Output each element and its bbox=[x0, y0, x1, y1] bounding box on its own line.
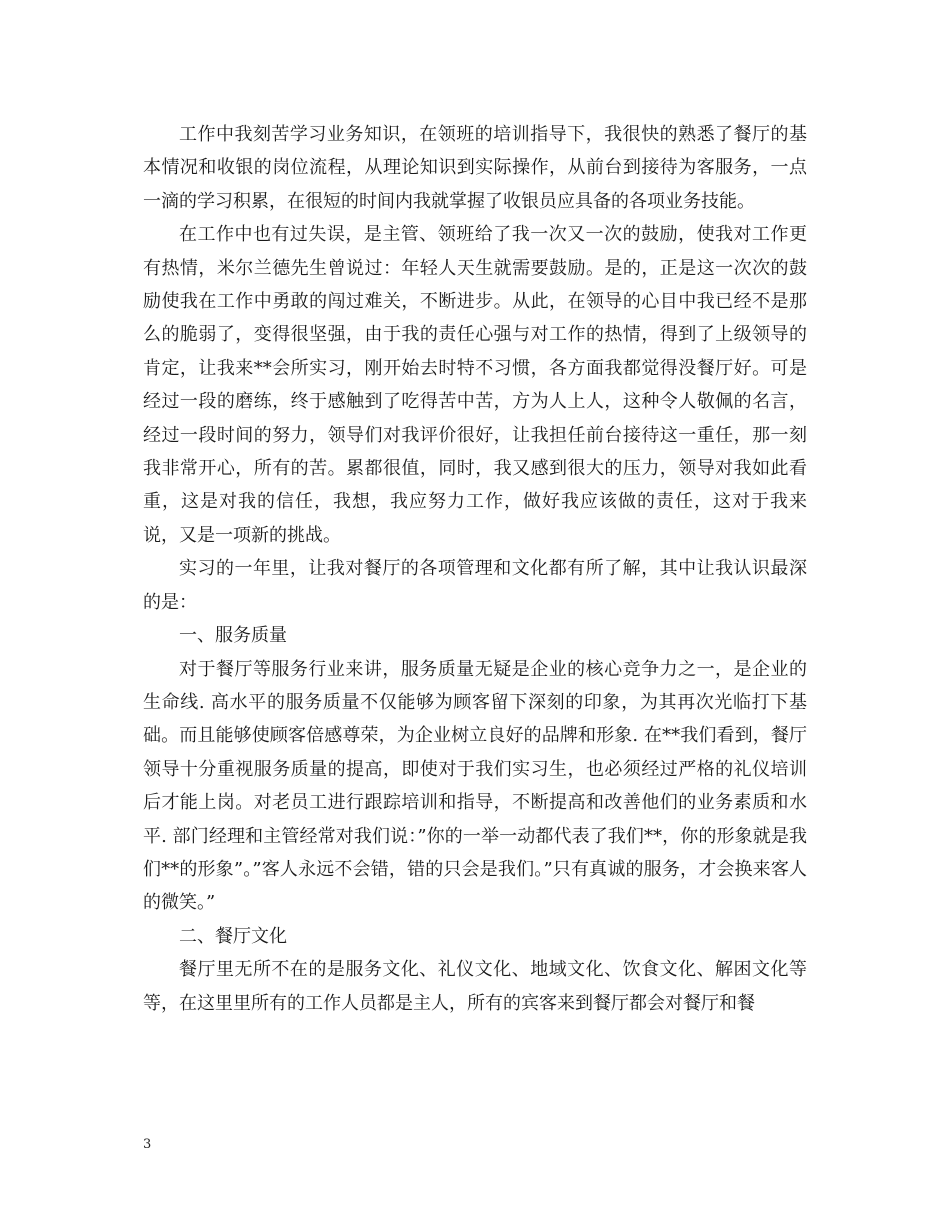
paragraph-service-quality: 对于餐厅等服务行业来讲，服务质量无疑是企业的核心竞争力之一，是企业的生命线. 高水平的服务质量不仅能够为顾客留下深刻的印象，为其再次光临打下基础。而且能够使顾客倍感尊荣，为企业树立良好的品牌和形象. 在**我们看到，餐厅领导十分重视服务质量的提高，即使对于我们实习生，也必须经过严格的礼仪培训后才能上岗。对老员工进行跟踪培训和指导，不断提高和改善他们的业务素质和水平. 部门经理和主管经常对我们说：”你的一举一动都代表了我们**，你的形象就是我们**的形象”。”客人永远不会错，错的只会是我们。”只有真诚的服务，才会换来客人的微笑。” bbox=[143, 658, 807, 914]
document-body bbox=[143, 118, 807, 1020]
paragraph-study: 工作中我刻苦学习业务知识，在领班的培训指导下，我很快的熟悉了餐厅的基本情况和收银的岗位流程，从理论知识到实际操作，从前台到接待为客服务，一点一滴的学习积累，在很短的时间内我就掌握了收银员应具备的各项业务技能。 bbox=[143, 124, 807, 212]
paragraph-mistakes: 在工作中也有过失误，是主管、领班给了我一次又一次的鼓励，使我对工作更有热情，米尔兰德先生曾说过：年轻人天生就需要鼓励。是的，正是这一次次的鼓励使我在工作中勇敢的闯过难关，不断进步。从此，在领导的心目中我已经不是那么的脆弱了，变得很坚强，由于我的责任心强与对工作的热情，得到了上级领导的肯定，让我来**会所实习，刚开始去时特不习惯，各方面我都觉得没餐厅好。可是经过一段的磨练，终于感触到了吃得苦中苦，方为人上人，这种令人敬佩的名言，经过一段时间的努力，领导们对我评价很好，让我担任前台接待这一重任，那一刻我非常开心，所有的苦。累都很值，同时，我又感到很大的压力，领导对我如此看重，这是对我的信任，我想，我应努力工作，做好我应该做的责任，这对于我来说，又是一项新的挑战。 bbox=[143, 224, 807, 546]
heading-restaurant-culture: 二、餐厅文化 bbox=[179, 925, 287, 947]
paragraph-internship-year: 实习的一年里，让我对餐厅的各项管理和文化都有所了解，其中让我认识最深的是： bbox=[143, 558, 807, 613]
paragraph-restaurant-culture: 餐厅里无所不在的是服务文化、礼仪文化、地域文化、饮食文化、解困文化等等，在这里里所有的工作人员都是主人，所有的宾客来到餐厅都会对餐厅和餐 bbox=[143, 959, 807, 1014]
page-number: 3 bbox=[143, 1137, 152, 1152]
heading-service-quality: 一、服务质量 bbox=[179, 625, 287, 647]
